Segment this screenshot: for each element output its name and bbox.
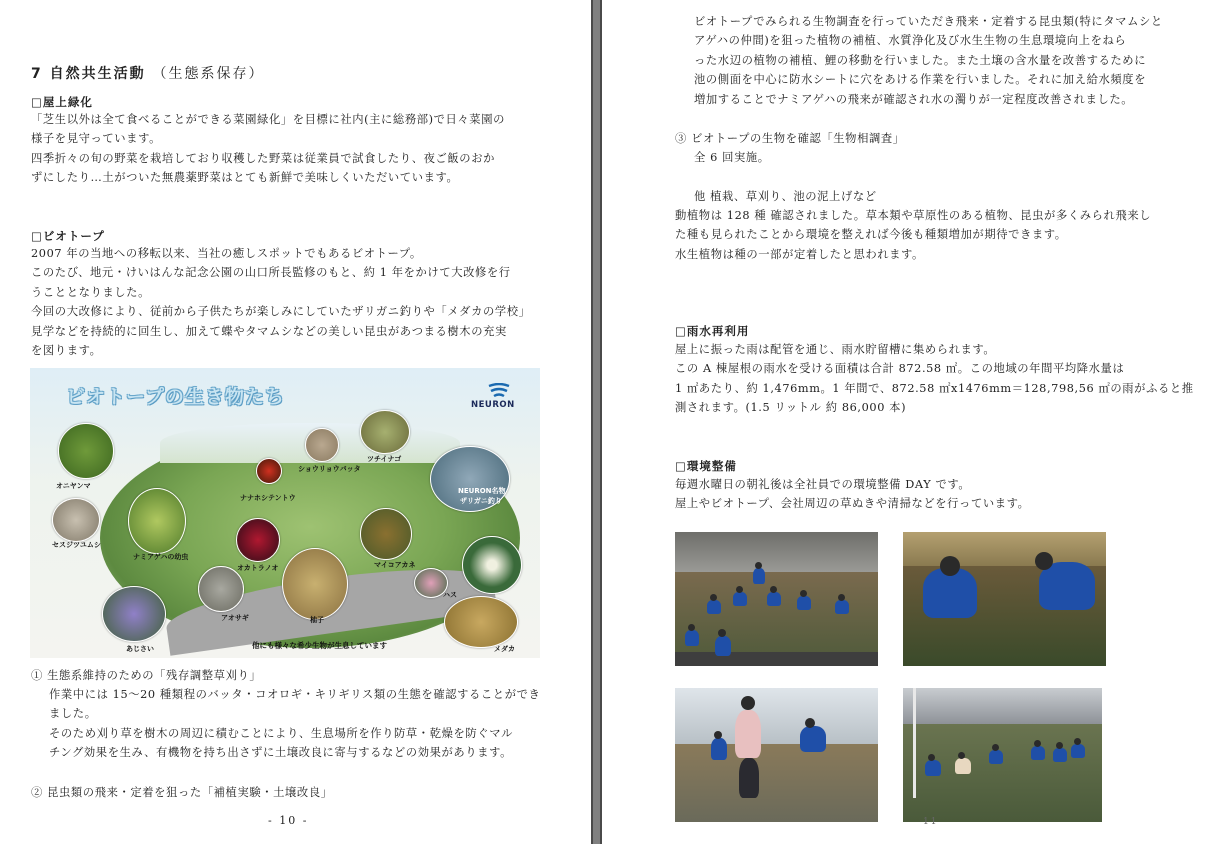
item3-title: ③ ビオトープの生物を確認「生物相調査」 (675, 132, 905, 145)
biotope-paragraph (31, 244, 531, 360)
label-ajisai: あじさい (126, 645, 154, 653)
text-line: 作業中には 15～20 種類程のバッタ・コオロギ・キリギリス類の生態を確認することができ (49, 688, 541, 701)
biotope-figure (30, 368, 540, 658)
figure-title: ビオトープの生き物たち (66, 386, 286, 408)
text-line: 見学などを持続的に回生し、加えて蝶やタマムシなどの美しい昆虫があつまる樹木の充実 (31, 324, 507, 338)
label-okatora: オカトラノオ (237, 564, 279, 572)
rooftop-paragraph (31, 110, 505, 188)
namiageha-photo (128, 488, 186, 554)
text-line: チング効果を生み、有機物を持ち出さずに土壌改良に寄与するなどの効果があります。 (49, 746, 512, 760)
ajisai-photo (102, 586, 166, 642)
item2-title: ② 昆虫類の飛来・定着を狙った「補植実験・土壌改良」 (31, 786, 333, 799)
figure-footer-caption: 他にも様々な希少生物が生息しています (252, 641, 387, 650)
yuzu-photo (282, 548, 348, 620)
left-page (0, 0, 591, 844)
label-tsuchinagi: ツチイナゴ (367, 455, 402, 463)
rainwater-paragraph (675, 340, 1194, 418)
label-neuron-zarigani-1: NEURON名物 (458, 487, 506, 495)
text-line: 毎週水曜日の朝礼後は全社員での環境整備 DAY です。 (675, 478, 971, 491)
label-namiageha: ナミアゲハの幼虫 (133, 553, 189, 561)
page-gutter (591, 0, 602, 844)
text-line: 増加することでナミアゲハの飛来が確認され水の濁りが一定程度改善されました。 (694, 92, 1134, 106)
text-line: 今回の大改修により、従前から子供たちが楽しみにしていたザリガニ釣りや「メダカの学校」 (31, 305, 531, 319)
label-hasu: ハス (443, 591, 457, 599)
sesuji-photo (52, 498, 100, 542)
text-line: 「芝生以外は全て食べることができる菜園緑化」を目標に社内(主に総務部)で日々菜園の (31, 113, 505, 126)
label-yuzu: 柚子 (310, 616, 324, 624)
text-line: た種も見られたことから環境を整えれば今後も種類増加が期待できます。 (675, 228, 1067, 242)
neuron-logo-text: NEURON (471, 400, 515, 410)
page-number-right: 11 (923, 817, 939, 827)
label-nanahoshi: ナナホシテントウ (240, 494, 296, 502)
neuron-logo-icon (488, 383, 510, 399)
maiko-photo (360, 508, 412, 560)
label-sesuji: セスジツユムシ (52, 541, 101, 549)
oniyanma-photo (58, 423, 114, 479)
label-maiko: マイコアカネ (374, 561, 416, 569)
text-line: この A 棟屋根の雨水を受ける面積は合計 872.58 ㎡。この地域の年間平均降水量は (675, 362, 1125, 376)
section-title-text: 7 自然共生活動 (31, 66, 146, 82)
cleanup-photo-2 (903, 532, 1106, 666)
item3-other: 他 植栽、草刈り、池の泥上げなど (694, 190, 877, 203)
cleanup-photo-3 (675, 688, 878, 822)
rainwater-heading: □雨水再利用 (675, 324, 750, 338)
text-line: 動植物は 128 種 確認されました。草本類や草原性のある植物、昆虫が多くみられ飛来し (675, 209, 1152, 222)
text-line: 様子を見守っています。 (31, 132, 161, 146)
medaka-photo (444, 596, 518, 648)
section-subtitle: （生態系保存） (152, 66, 265, 82)
text-line: った水辺の植物の補植、鯉の移動を行いました。また土壌の含水量を改善するために (694, 53, 1147, 67)
label-shoryobatta: ショウリョウバッタ (298, 465, 361, 473)
environment-heading: □環境整備 (675, 459, 737, 473)
label-neuron-zarigani-2: ザリガニ釣り (460, 497, 502, 505)
lotus-photo (462, 536, 522, 594)
text-line: 池の側面を中心に防水シートに穴をあける作業を行いました。それに加え給水頻度を (694, 73, 1147, 87)
text-line: を図ります。 (31, 344, 102, 358)
right-page (602, 0, 1218, 844)
text-line: 四季折々の旬の野菜を栽培しており収穫した野菜は従業員で試食したり、夜ご飯のおか (31, 151, 495, 165)
biotope-heading: □ビオトープ (31, 229, 105, 243)
cleanup-photo-1 (675, 532, 878, 666)
label-aosagi: アオサギ (221, 614, 249, 622)
text-line: ビオトープでみられる生物調査を行っていただき飛来・定着する昆虫類(特にタマムシと (694, 15, 1163, 28)
text-line: 屋上やビオトープ、会社周辺の草ぬきや清掃などを行っています。 (675, 497, 1030, 511)
item1-title: ① 生態系維持のための「残存調整草刈り」 (31, 669, 262, 682)
cleanup-photo-4 (903, 688, 1102, 822)
rooftop-heading: □屋上緑化 (31, 95, 93, 109)
label-medaka: メダカ (494, 645, 515, 653)
text-line: うこととなりました。 (31, 285, 150, 299)
section-title (31, 63, 265, 83)
text-line: 2007 年の当地への移転以来、当社の癒しスポットでもあるビオトープ。 (31, 247, 422, 260)
nanahoshi-photo (256, 458, 282, 484)
item2-paragraph (694, 12, 1163, 109)
environment-paragraph (675, 475, 1030, 514)
text-line: アゲハの仲間)を狙った植物の補植、水質浄化及び水生生物の生息環境向上をねら (694, 34, 1127, 48)
item3-results (675, 206, 1151, 264)
label-oniyanma: オニヤンマ (56, 482, 91, 490)
shoryobatta-photo (305, 428, 339, 462)
text-line: 1 ㎡あたり、約 1,476mm。1 年間で、872.58 ㎡x1476mm＝128,798,56 ㎡の雨がふると推 (675, 381, 1194, 395)
tsuchinagi-photo (360, 410, 410, 454)
okatora-photo (236, 518, 280, 562)
text-line: ました。 (49, 707, 97, 721)
item1-paragraph (49, 685, 540, 763)
text-line: 屋上に振った雨は配管を通じ、雨水貯留槽に集められます。 (675, 343, 996, 356)
text-line: このたび、地元・けいはんな記念公園の山口所長監修のもと、約 1 年をかけて大改修を行 (31, 266, 511, 280)
page-number-left: - 10 - (268, 814, 309, 827)
text-line: 水生植物は種の一部が定着したと思われます。 (675, 247, 924, 261)
item3-count: 全 6 回実施。 (694, 151, 770, 164)
text-line: ずにしたり…土がついた無農薬野菜はとても新鮮で美味しくいただいています。 (31, 171, 459, 185)
text-line: そのため刈り草を樹木の周辺に積むことにより、生息場所を作り防草・乾燥を防ぐマル (49, 726, 513, 740)
text-line: 測されます。(1.5 リットル 約 86,000 本) (675, 401, 907, 415)
